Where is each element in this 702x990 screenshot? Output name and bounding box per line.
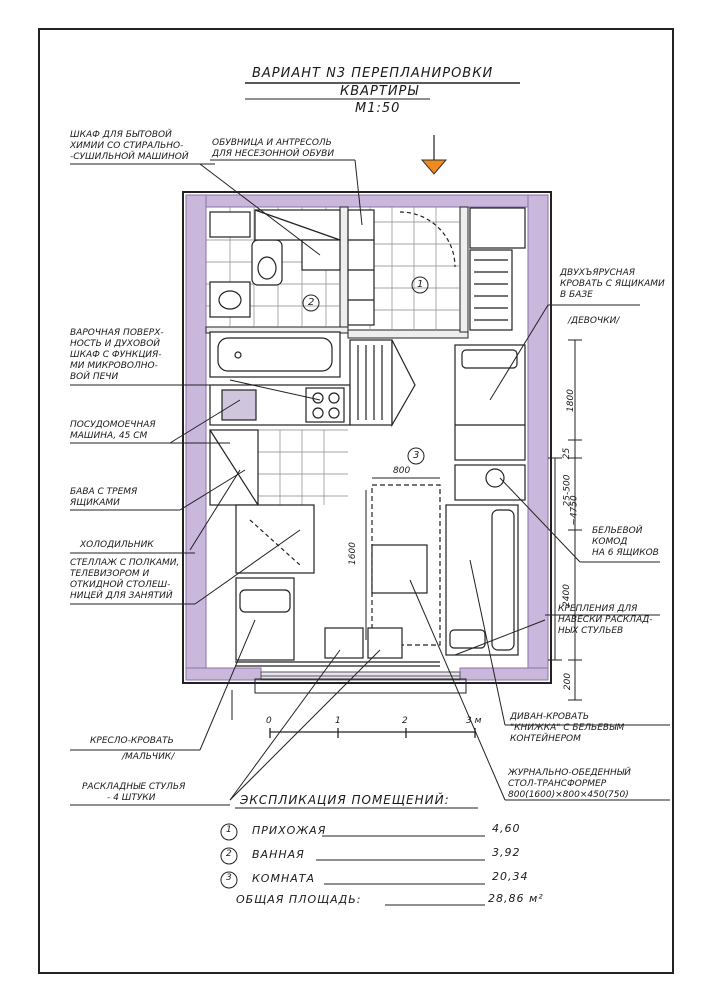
room-number-1: 1 — [417, 279, 424, 290]
bathroom-fixtures — [210, 210, 340, 377]
expl-num-2: 2 — [226, 849, 233, 859]
scale-tick-3: 3 м — [466, 716, 482, 726]
label-girls: /ДЕВОЧКИ/ — [568, 316, 620, 326]
expl-area-2: 3,92 — [492, 846, 521, 859]
cooktop — [306, 388, 344, 422]
girls-bed — [455, 345, 525, 500]
expl-area-3: 20,34 — [492, 870, 529, 883]
label-fridge: ХОЛОДИЛЬНИК — [80, 540, 154, 550]
living-room-furniture — [235, 485, 518, 666]
label-chair-mounts: КРЕПЛЕНИЯ ДЛЯ НАВЕСКИ РАСКЛАД- НЫХ СТУЛЬЕВ — [558, 604, 653, 636]
label-household-closet: ШКАФ ДЛЯ БЫТОВОЙ ХИМИИ СО СТИРАЛЬНО- -СУШИЛЬНОЙ МАШИНОЙ — [70, 130, 189, 162]
label-dishwasher: ПОСУДОМОЕЧНАЯ МАШИНА, 45 СМ — [70, 420, 156, 441]
label-table-transformer: ЖУРНАЛЬНО-ОБЕДЕННЫЙ СТОЛ-ТРАНСФОРМЕР 800(1600)×800×450(750) — [508, 768, 631, 800]
room-number-3: 3 — [413, 450, 420, 461]
shoe-rack — [348, 210, 374, 325]
dim-800: 800 — [393, 466, 411, 476]
dim-1600: 1600 — [347, 542, 358, 565]
explication-heading: ЭКСПЛИКАЦИЯ ПОМЕЩЕНИЙ: — [240, 793, 450, 807]
entrance-arrow — [422, 160, 446, 174]
label-armchair-bed: КРЕСЛО-КРОВАТЬ — [90, 736, 174, 746]
scale-tick-1: 1 — [335, 716, 341, 726]
title-scale: М1:50 — [355, 101, 401, 116]
dim-1800: 1800 — [565, 389, 576, 412]
total-area-label: ОБЩАЯ ПЛОЩАДЬ: — [236, 893, 362, 906]
label-shelving: СТЕЛЛАЖ С ПОЛКАМИ, ТЕЛЕВИЗОРОМ И ОТКИДНОЙ СТОЛЕШ- НИЦЕЙ ДЛЯ ЗАНЯТИЙ — [70, 558, 180, 601]
hall-closet — [470, 208, 525, 248]
dim-25-500: 25-500 — [562, 474, 573, 507]
expl-name-2: ВАННАЯ — [252, 848, 305, 861]
bunk-bed-ladder — [470, 250, 512, 330]
label-cooktop: ВАРОЧНАЯ ПОВЕРХ- НОСТЬ И ДУХОВОЙ ШКАФ С ФУНКЦИЯ- МИ МИКРОВОЛНО- ВОЙ ПЕЧИ — [70, 328, 164, 382]
expl-name-3: КОМНАТА — [252, 872, 315, 885]
folding-chair-1 — [325, 628, 363, 658]
label-bunk-bed: ДВУХЪЯРУСНАЯ КРОВАТЬ С ЯЩИКАМИ В БАЗЕ — [560, 268, 665, 300]
title-line1: ВАРИАНТ N3 ПЕРЕПЛАНИРОВКИ — [252, 66, 494, 81]
room-number-2: 2 — [308, 297, 315, 308]
folding-chair-2 — [368, 628, 402, 658]
total-area-value: 28,86 м² — [488, 892, 544, 905]
kitchen-sink — [222, 390, 256, 420]
shelving-unit — [236, 505, 314, 573]
scale-tick-0: 0 — [266, 716, 272, 726]
label-boy: /МАЛЬЧИК/ — [122, 752, 175, 762]
expl-num-1: 1 — [226, 825, 233, 835]
expl-num-3: 3 — [226, 873, 233, 883]
dim-25: 25 — [562, 447, 573, 460]
expl-name-1: ПРИХОЖАЯ — [252, 824, 327, 837]
label-dresser: БЕЛЬЕВОЙ КОМОД НА 6 ЯЩИКОВ — [592, 526, 659, 558]
title-line2: КВАРТИРЫ — [340, 84, 420, 99]
label-folding-chairs: РАСКЛАДНЫЕ СТУЛЬЯ - 4 ШТУКИ — [82, 782, 186, 803]
label-sink: БАВА С ТРЕМЯ ЯЩИКАМИ — [70, 487, 138, 508]
expl-area-1: 4,60 — [492, 822, 521, 835]
dim-4750: ~4750 — [569, 495, 580, 526]
label-sofa-bed: ДИВАН-КРОВАТЬ "КНИЖКА" С БЕЛЬЕВЫМ КОНТЕЙНЕРОМ — [510, 712, 625, 744]
hallway-fixtures — [348, 208, 525, 330]
dim-200: 200 — [563, 672, 574, 691]
kitchen-rack — [350, 340, 392, 425]
scale-tick-2: 2 — [402, 716, 408, 726]
dim-2400: 2400 — [561, 584, 572, 607]
coffee-table — [372, 545, 427, 593]
label-shoe-rack: ОБУВНИЦА И АНТРЕСОЛЬ ДЛЯ НЕСЕЗОННОЙ ОБУВИ — [212, 138, 335, 159]
